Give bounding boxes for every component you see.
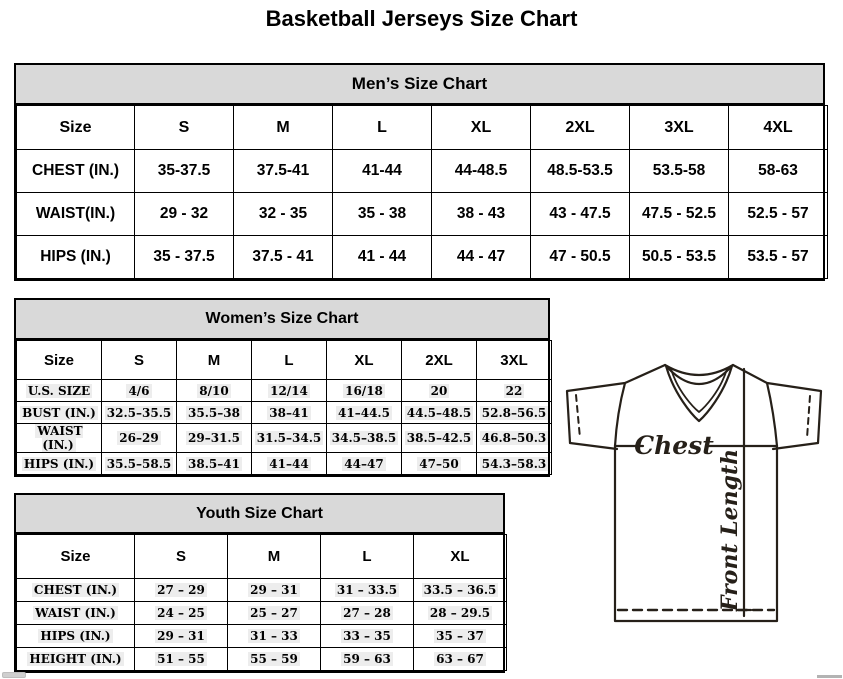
- value-cell: 38.5–41: [177, 453, 252, 475]
- jersey-right-seam: [767, 383, 777, 446]
- value-cell: 47–50: [402, 453, 477, 475]
- value-cell: 26–29: [102, 424, 177, 453]
- row-label-cell: CHEST (IN.): [17, 150, 135, 193]
- value-cell: 55 – 59: [228, 648, 321, 671]
- value-cell: 41–44: [252, 453, 327, 475]
- row-label-cell: HIPS (IN.): [17, 625, 135, 648]
- mens-size-chart-grid: [16, 105, 828, 279]
- value-cell: 31 – 33.5: [321, 579, 414, 602]
- table-row: [17, 535, 507, 579]
- value-cell: 12/14: [252, 380, 327, 402]
- value-cell: 24 – 25: [135, 602, 228, 625]
- value-cell: 44–47: [327, 453, 402, 475]
- value-cell: 41-44: [333, 150, 432, 193]
- table-row: [17, 424, 552, 453]
- header-cell: S: [135, 535, 228, 579]
- value-cell: 4/6: [102, 380, 177, 402]
- page-title: Basketball Jerseys Size Chart: [265, 6, 578, 31]
- row-label-cell: WAIST(IN.): [17, 193, 135, 236]
- value-cell: 48.5-53.5: [531, 150, 630, 193]
- value-cell: 54.3–58.3: [477, 453, 552, 475]
- womens-size-chart-grid: [16, 340, 552, 475]
- front-length-label: Front Length: [717, 448, 743, 612]
- value-cell: 44.5–48.5: [402, 402, 477, 424]
- value-cell: 47 - 50.5: [531, 236, 630, 279]
- value-cell: 47.5 - 52.5: [630, 193, 729, 236]
- chest-label: Chest: [634, 431, 714, 460]
- value-cell: 52.5 - 57: [729, 193, 828, 236]
- value-cell: 35 - 38: [333, 193, 432, 236]
- value-cell: 37.5 - 41: [234, 236, 333, 279]
- mens-size-chart-table: [14, 63, 825, 281]
- value-cell: 35 – 37: [414, 625, 507, 648]
- header-cell: L: [321, 535, 414, 579]
- value-cell: 35.5–38: [177, 402, 252, 424]
- table-row: [17, 453, 552, 475]
- value-cell: 44-48.5: [432, 150, 531, 193]
- value-cell: 38 - 43: [432, 193, 531, 236]
- row-label-cell: HEIGHT (IN.): [17, 648, 135, 671]
- value-cell: 41 - 44: [333, 236, 432, 279]
- table-row: [17, 625, 507, 648]
- jersey-left-cuff-dashed: [576, 395, 580, 438]
- value-cell: 35.5–58.5: [102, 453, 177, 475]
- value-cell: 22: [477, 380, 552, 402]
- jersey-measurement-diagram: [556, 358, 840, 630]
- value-cell: 20: [402, 380, 477, 402]
- header-cell: 3XL: [630, 106, 729, 150]
- value-cell: 35 - 37.5: [135, 236, 234, 279]
- value-cell: 29 – 31: [135, 625, 228, 648]
- row-label-cell: WAIST (IN.): [17, 602, 135, 625]
- table-row: [17, 579, 507, 602]
- row-label-cell: CHEST (IN.): [17, 579, 135, 602]
- womens-size-chart-table: [14, 298, 550, 477]
- table-row: [17, 402, 552, 424]
- mens-size-chart-title: Men’s Size Chart: [16, 65, 823, 105]
- table-row: [17, 150, 828, 193]
- value-cell: 32 - 35: [234, 193, 333, 236]
- value-cell: 53.5 - 57: [729, 236, 828, 279]
- jersey-right-cuff-dashed: [807, 396, 810, 438]
- header-cell: S: [135, 106, 234, 150]
- value-cell: 31.5–34.5: [252, 424, 327, 453]
- value-cell: 16/18: [327, 380, 402, 402]
- value-cell: 31 – 33: [228, 625, 321, 648]
- header-cell: Size: [17, 106, 135, 150]
- value-cell: 33.5 – 36.5: [414, 579, 507, 602]
- value-cell: 63 – 67: [414, 648, 507, 671]
- header-cell: XL: [414, 535, 507, 579]
- header-cell: M: [234, 106, 333, 150]
- value-cell: 43 - 47.5: [531, 193, 630, 236]
- value-cell: 38–41: [252, 402, 327, 424]
- header-cell: 2XL: [531, 106, 630, 150]
- value-cell: 33 – 35: [321, 625, 414, 648]
- row-label-cell: U.S. SIZE: [17, 380, 102, 402]
- table-row: [17, 106, 828, 150]
- jersey-body: [615, 446, 777, 621]
- row-label-cell: HIPS (IN.): [17, 236, 135, 279]
- value-cell: 27 – 29: [135, 579, 228, 602]
- value-cell: 52.8–56.5: [477, 402, 552, 424]
- header-cell: M: [177, 341, 252, 380]
- value-cell: 34.5–38.5: [327, 424, 402, 453]
- header-cell: L: [333, 106, 432, 150]
- table-row: [17, 341, 552, 380]
- table-row: [17, 236, 828, 279]
- value-cell: 25 – 27: [228, 602, 321, 625]
- youth-size-chart-grid: [16, 534, 507, 671]
- header-cell: 2XL: [402, 341, 477, 380]
- value-cell: 28 – 29.5: [414, 602, 507, 625]
- table-row: [17, 193, 828, 236]
- value-cell: 53.5-58: [630, 150, 729, 193]
- table-row: [17, 380, 552, 402]
- row-label-cell: HIPS (IN.): [17, 453, 102, 475]
- row-label-cell: BUST (IN.): [17, 402, 102, 424]
- table-row: [17, 602, 507, 625]
- value-cell: 29 – 31: [228, 579, 321, 602]
- horizontal-scrollbar-thumb[interactable]: [2, 672, 26, 678]
- scrollbar-fragment[interactable]: [817, 675, 842, 678]
- header-cell: Size: [17, 535, 135, 579]
- header-cell: S: [102, 341, 177, 380]
- value-cell: 50.5 - 53.5: [630, 236, 729, 279]
- value-cell: 38.5–42.5: [402, 424, 477, 453]
- value-cell: 46.8–50.3: [477, 424, 552, 453]
- jersey-left-seam: [615, 383, 625, 446]
- value-cell: 27 – 28: [321, 602, 414, 625]
- header-cell: L: [252, 341, 327, 380]
- youth-size-chart-title: Youth Size Chart: [16, 495, 503, 534]
- value-cell: 29–31.5: [177, 424, 252, 453]
- value-cell: 8/10: [177, 380, 252, 402]
- value-cell: 58-63: [729, 150, 828, 193]
- header-cell: XL: [432, 106, 531, 150]
- value-cell: 32.5–35.5: [102, 402, 177, 424]
- value-cell: 29 - 32: [135, 193, 234, 236]
- value-cell: 35-37.5: [135, 150, 234, 193]
- header-cell: 4XL: [729, 106, 828, 150]
- table-row: [17, 648, 507, 671]
- header-cell: M: [228, 535, 321, 579]
- header-cell: Size: [17, 341, 102, 380]
- womens-size-chart-title: Women’s Size Chart: [16, 300, 548, 340]
- row-label-cell: WAIST (IN.): [17, 424, 102, 453]
- value-cell: 44 - 47: [432, 236, 531, 279]
- value-cell: 41–44.5: [327, 402, 402, 424]
- value-cell: 37.5-41: [234, 150, 333, 193]
- value-cell: 59 – 63: [321, 648, 414, 671]
- youth-size-chart-table: [14, 493, 505, 673]
- value-cell: 51 – 55: [135, 648, 228, 671]
- header-cell: 3XL: [477, 341, 552, 380]
- header-cell: XL: [327, 341, 402, 380]
